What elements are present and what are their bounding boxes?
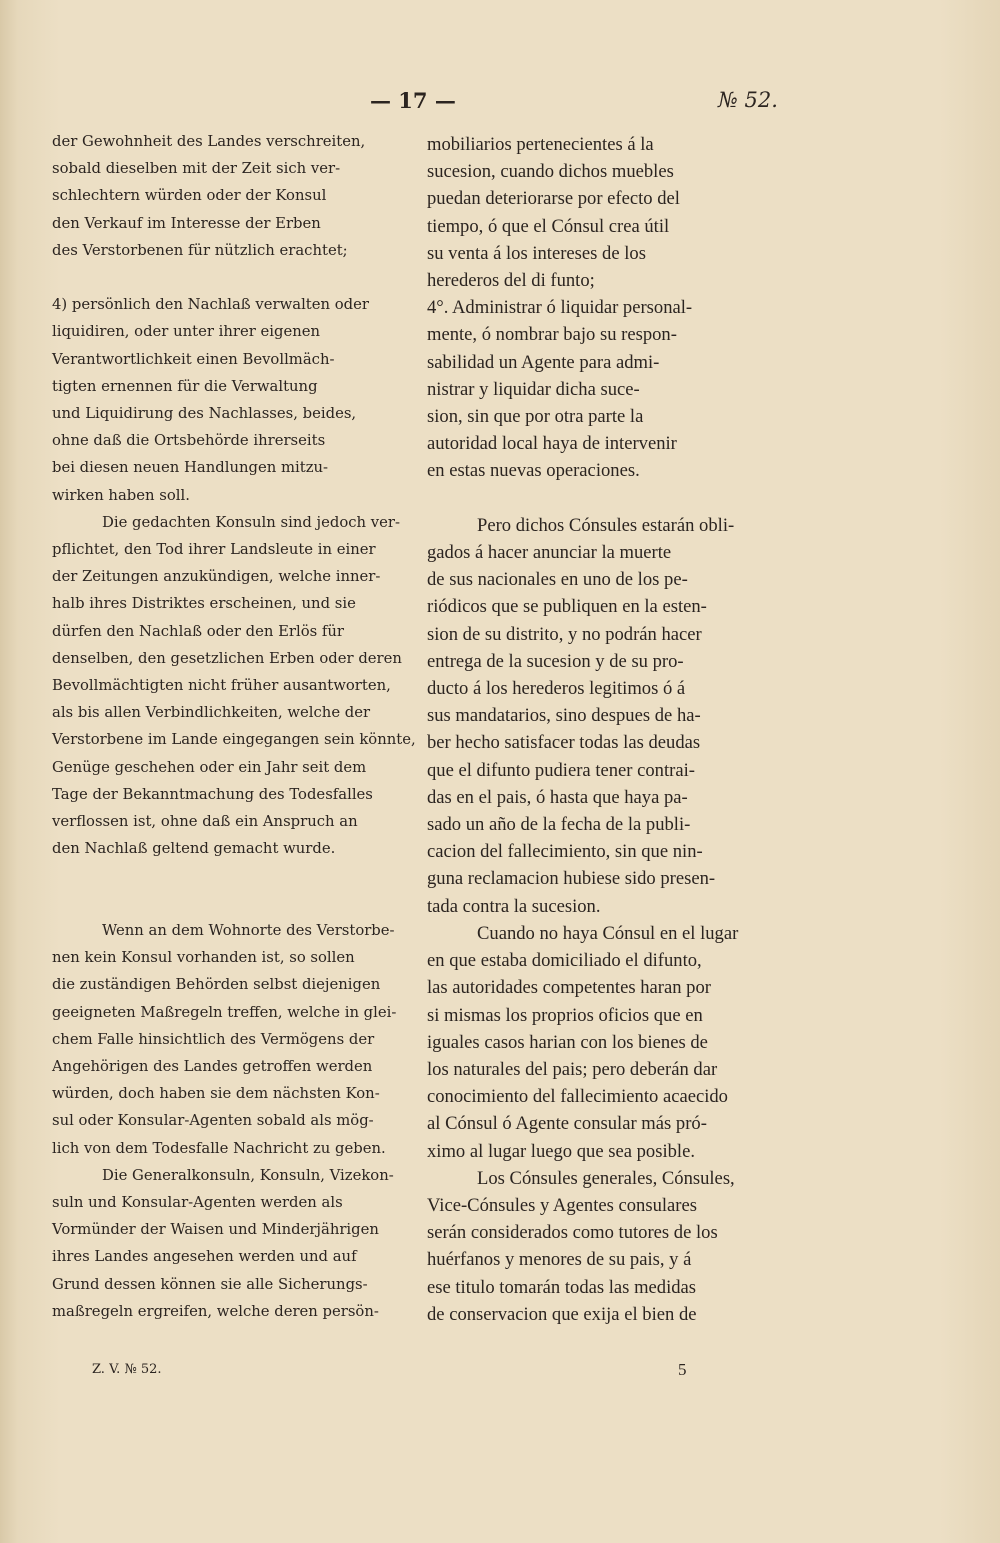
text-line: nen kein Konsul vorhanden ist, so sollen bbox=[52, 949, 355, 967]
text-line: ximo al lugar luego que sea posible. bbox=[427, 1140, 695, 1162]
text-line: si mismas los proprios oficios que en bbox=[427, 1004, 703, 1026]
text-line: Die Generalkonsuln, Konsuln, Vizekon- bbox=[102, 1166, 394, 1184]
text-line: ihres Landes angesehen werden und auf bbox=[52, 1248, 357, 1266]
text-line: de conservacion que exija el bien de bbox=[427, 1303, 697, 1325]
text-line bbox=[52, 862, 407, 889]
text-line: sion, sin que por otra parte la bbox=[427, 406, 644, 428]
text-line: suln und Konsular-Agenten werden als bbox=[52, 1193, 343, 1211]
text-line: der Zeitungen anzukündigen, welche inner- bbox=[52, 568, 381, 586]
text-line: den Nachlaß geltend gemacht wurde. bbox=[52, 840, 336, 858]
text-line: ducto á los herederos legitimos ó á bbox=[427, 678, 686, 700]
text-line: halb ihres Distriktes erscheinen, und sie bbox=[52, 595, 356, 613]
text-line: ese titulo tomarán todas las medidas bbox=[427, 1276, 697, 1298]
text-line: sabilidad un Agente para admi- bbox=[427, 351, 660, 373]
text-line: Vice-Cónsules y Agentes consulares bbox=[427, 1194, 697, 1216]
text-line: Cuando no haya Cónsul en el lugar bbox=[477, 922, 739, 944]
text-line: verflossen ist, ohne daß ein Anspruch an bbox=[52, 813, 358, 831]
text-line: Grund dessen können sie alle Sicherungs- bbox=[52, 1275, 368, 1293]
text-line: tada contra la sucesion. bbox=[427, 895, 601, 917]
text-line: Pero dichos Cónsules estarán obli- bbox=[477, 514, 735, 536]
text-line: 4) persönlich den Nachlaß verwalten oder bbox=[52, 296, 369, 314]
text-line: autoridad local haya de intervenir bbox=[427, 433, 677, 455]
text-line: und Liquidirung des Nachlasses, beides, bbox=[52, 405, 357, 423]
text-line: 4°. Administrar ó liquidar personal- bbox=[427, 297, 693, 319]
text-line: Bevollmächtigten nicht früher ausantworten, bbox=[52, 677, 391, 695]
text-line: Vormünder der Waisen und Minderjährigen bbox=[52, 1221, 379, 1239]
text-line: serán considerados como tutores de los bbox=[427, 1222, 718, 1244]
text-line: als bis allen Verbindlichkeiten, welche der bbox=[52, 704, 371, 722]
text-line: nistrar y liquidar dicha suce- bbox=[427, 378, 640, 400]
text-line: Verantwortlichkeit einen Bevollmäch- bbox=[52, 350, 335, 368]
text-line: los naturales del pais; pero deberán dar bbox=[427, 1058, 718, 1080]
text-line: Verstorbene im Lande eingegangen sein könnte, bbox=[52, 731, 416, 749]
text-line: würden, doch haben sie dem nächsten Kon- bbox=[52, 1085, 380, 1103]
document-number: № 52. bbox=[718, 88, 778, 112]
text-line bbox=[52, 264, 407, 291]
text-line: herederos del di funto; bbox=[427, 270, 595, 292]
text-line: dürfen den Nachlaß oder den Erlös für bbox=[52, 622, 345, 640]
text-line: liquidiren, oder unter ihrer eigenen bbox=[52, 323, 321, 341]
text-line: tiempo, ó que el Cónsul crea útil bbox=[427, 215, 670, 237]
text-line: geeigneten Maßregeln treffen, welche in glei- bbox=[52, 1003, 397, 1021]
text-line: en estas nuevas operaciones. bbox=[427, 460, 640, 482]
text-line: sus mandatarios, sino despues de ha- bbox=[427, 705, 701, 727]
text-line: en que estaba domiciliado el difunto, bbox=[427, 950, 702, 972]
text-line: tigten ernennen für die Verwaltung bbox=[52, 377, 318, 395]
text-line: mente, ó nombrar bajo su respon- bbox=[427, 324, 677, 346]
text-line: conocimiento del fallecimiento acaecido bbox=[427, 1086, 728, 1108]
text-line: gados á hacer anunciar la muerte bbox=[427, 542, 672, 564]
text-line: mobiliarios pertenecientes á la bbox=[427, 134, 654, 155]
text-line: iguales casos harian con los bienes de bbox=[427, 1031, 708, 1053]
text-line: schlechtern würden oder der Konsul bbox=[52, 187, 327, 205]
text-line bbox=[52, 890, 407, 917]
text-line: al Cónsul ó Agente consular más pró- bbox=[427, 1113, 707, 1135]
text-line: sucesion, cuando dichos muebles bbox=[427, 161, 674, 183]
text-line bbox=[427, 485, 782, 512]
footer-signature: Z. V. № 52. bbox=[92, 1362, 162, 1377]
text-line: sobald dieselben mit der Zeit sich ver- bbox=[52, 160, 341, 178]
text-line: Die gedachten Konsuln sind jedoch ver- bbox=[102, 513, 400, 531]
text-line: Wenn an dem Wohnorte des Verstorbe- bbox=[102, 921, 395, 939]
text-line: guna reclamacion hubiese sido presen- bbox=[427, 868, 716, 890]
text-line: des Verstorbenen für nützlich erachtet; bbox=[52, 241, 348, 259]
text-line: bei diesen neuen Handlungen mitzu- bbox=[52, 459, 329, 477]
text-line: ohne daß die Ortsbehörde ihrerseits bbox=[52, 432, 326, 450]
text-line: riódicos que se publiquen en la esten- bbox=[427, 596, 707, 618]
text-line: lich von dem Todesfalle Nachricht zu geben. bbox=[52, 1139, 386, 1157]
text-line: sion de su distrito, y no podrán hacer bbox=[427, 623, 702, 645]
text-line: pflichtet, den Tod ihrer Landsleute in einer bbox=[52, 541, 376, 559]
text-line: ber hecho satisfacer todas las deudas bbox=[427, 732, 701, 754]
text-line: denselben, den gesetzlichen Erben oder deren bbox=[52, 649, 402, 667]
german-column bbox=[52, 128, 416, 1325]
text-line: Tage der Bekanntmachung des Todesfalles bbox=[52, 785, 373, 803]
text-line: den Verkauf im Interesse der Erben bbox=[52, 214, 321, 232]
text-line: su venta á los intereses de los bbox=[427, 242, 646, 264]
text-line: Los Cónsules generales, Cónsules, bbox=[477, 1167, 735, 1189]
text-line: sul oder Konsular-Agenten sobald als mög- bbox=[52, 1112, 374, 1130]
text-line: puedan deteriorarse por efecto del bbox=[427, 188, 680, 210]
text-line: que el difunto pudiera tener contrai- bbox=[427, 759, 695, 781]
text-line: der Gewohnheit des Landes verschreiten, bbox=[52, 133, 366, 150]
page-number: — 17 — bbox=[370, 88, 456, 113]
text-line: sado un año de la fecha de la publi- bbox=[427, 814, 691, 836]
text-line: maßregeln ergreifen, welche deren persön- bbox=[52, 1302, 379, 1320]
text-line: wirken haben soll. bbox=[52, 486, 190, 504]
text-line: die zuständigen Behörden selbst diejenigen bbox=[52, 976, 381, 994]
text-line: cacion del fallecimiento, sin que nin- bbox=[427, 841, 703, 863]
text-line: entrega de la sucesion y de su pro- bbox=[427, 650, 684, 672]
text-line: chem Falle hinsichtlich des Vermögens der bbox=[52, 1030, 375, 1048]
footer-sheet-number: 5 bbox=[678, 1360, 687, 1379]
spanish-column bbox=[427, 131, 782, 1328]
text-line: las autoridades competentes haran por bbox=[427, 977, 711, 999]
text-line: das en el pais, ó hasta que haya pa- bbox=[427, 786, 688, 808]
text-line: huérfanos y menores de su pais, y á bbox=[427, 1249, 692, 1271]
text-line: de sus nacionales en uno de los pe- bbox=[427, 569, 688, 591]
text-line: Genüge geschehen oder ein Jahr seit dem bbox=[52, 758, 367, 776]
text-line: Angehörigen des Landes getroffen werden bbox=[52, 1057, 373, 1075]
page-header bbox=[0, 88, 1000, 118]
